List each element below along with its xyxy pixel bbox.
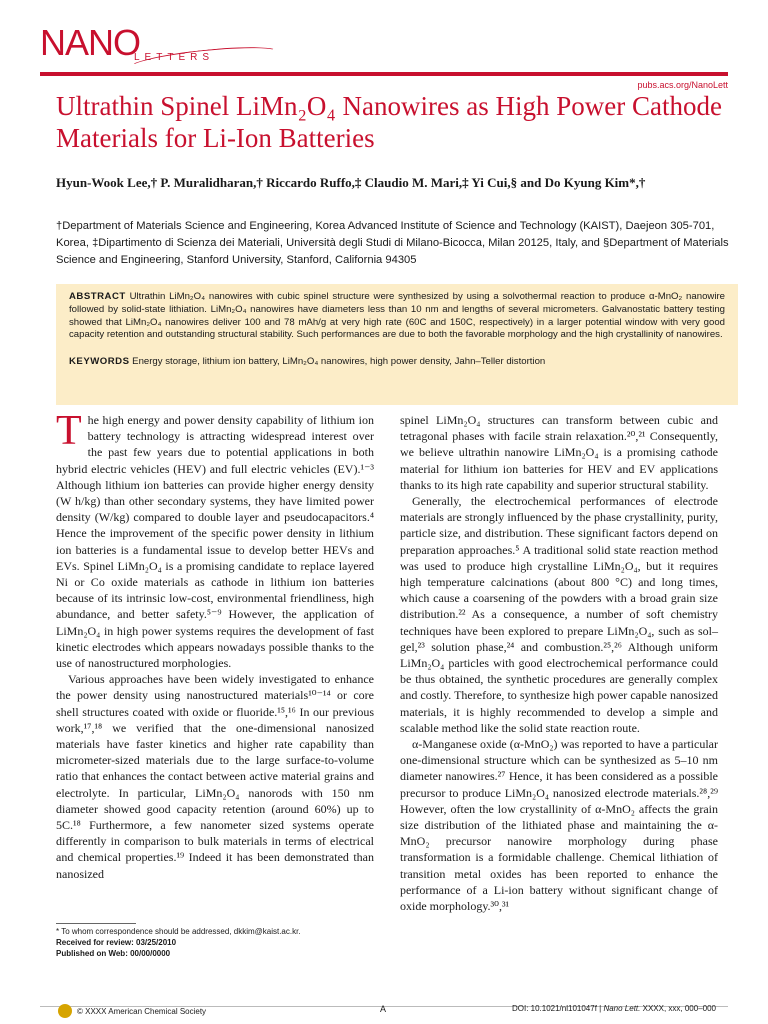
journal-url[interactable]: pubs.acs.org/NanoLett: [637, 80, 728, 90]
correspondence-note: * To whom correspondence should be addressed, dkkim@kaist.ac.kr.: [56, 927, 301, 936]
body-column-right: [400, 412, 718, 914]
affiliations: †Department of Materials Science and Engineering, Korea Advanced Institute of Science and Technology (KAIST), Daejeon 305-701, Korea, ‡Dipartimento di Scienza dei Materiali, Università degli Studi di Milano-Bicocca, Milan 20125, Italy, and §Department of Materials Science and Engineering, Stanford University, Stanford, California 94305: [56, 220, 729, 266]
keywords: [69, 356, 725, 369]
abstract-text: Ultrathin LiMn₂O₄ nanowires with cubic spinel structure were synthesized by using a solvothermal reaction to produce α-MnO₂ nanowire followed by solid-state lithiation. LiMn₂O₄ nanowires have diameters less than 10 nm and lengths of several micrometers. Galvanostatic battery testing showed that LiMn₂O₄ nanowires deliver 100 and 78 mAh/g at very high rate (60C and 150C, respectively) in a larger potential window with very good capacity retention and outstanding structural stability. Such performances are due to both the favorable morphology and the high crystallinity of nanowires.: [69, 291, 725, 341]
body-paragraph: α-Manganese oxide (α-MnO₂) was reported to have a particular one-dimensional structure which can be synthesized as 5–10 nm diameter nanowires.²⁷ Hence, it has been considered as a possible precursor to produce LiMn₂O₄ nanosized electrode materials.²⁸,²⁹ However, often the low crystallinity of α-MnO₂ affects the grain size distribution of the lithiated phase and maintaining the α-MnO₂ precursor nanowire morphology during phase transformation is a formidable challenge. Chemical lithiation of transition metal oxides has been reported to enhance the performance of a Li-ion battery without significant change of oxide morphology.³⁰,³¹: [400, 737, 718, 914]
publisher-copyright: [58, 1004, 206, 1018]
published-date: Published on Web: 00/00/0000: [56, 949, 171, 958]
citation-journal: Nano Lett.: [603, 1004, 641, 1013]
article-title: Ultrathin Spinel LiMn₂O₄ Nanowires as High Power Cathode Materials for Li-Ion Batteries: [56, 91, 722, 153]
paragraph-text: he high energy and power density capability of lithium ion battery technology is attracting widespread interest over the past few years due to potential applications in both hybrid electric vehicles (HEV) and full electric vehicles (EV).¹⁻³ Although lithium ion batteries can provide higher energy density (W h/kg) than other secondary systems, they have limited power density (W/kg) compared to double layer and pseudocapacitors.⁴ Hence the improvement of the specific power density in lithium ion batteries is a fundamental issue to develop better HEVs and EVs. Spinel LiMn₂O₄ is a promising candidate to replace layered Ni or Co oxide materials as cathode in lithium ion batteries because of its intrinsic low-cost, environmental friendliness, high abundance, and better safety.⁵⁻⁹ However, the application of LiMn₂O₄ in high power systems requires the development of fast kinetic electrodes which appears nowadays possible thanks to the use of nanostructured morphologies.: [56, 413, 374, 671]
abstract: [69, 291, 725, 342]
journal-logo-main: NANO: [40, 22, 141, 63]
footnote-divider: [56, 923, 136, 924]
author-list: Hyun-Wook Lee,† P. Muralidharan,† Riccardo Ruffo,‡ Claudio M. Mari,‡ Yi Cui,§ and Do Kyung Kim*,†: [56, 175, 646, 190]
abstract-box: [56, 284, 738, 405]
body-paragraph: spinel LiMn₂O₄ structures can transform between cubic and tetragonal phases with facile strain relaxation.²⁰,²¹ Consequently, we believe ultrathin nanowire LiMn₂O₄ is a promising cathode material for lithium ion batteries for HEV and EV applications thanks to its high rate capability and superior structural stability.: [400, 413, 718, 492]
doi-text[interactable]: DOI: 10.1021/nl101047f: [511, 1004, 597, 1013]
abstract-label: ABSTRACT: [69, 291, 126, 302]
header-rule: [40, 72, 728, 76]
page-number: A: [380, 1004, 387, 1014]
journal-logo: [40, 22, 300, 66]
body-column-left: [56, 408, 374, 882]
received-date: Received for review: 03/25/2010: [56, 938, 177, 947]
drop-cap: T: [56, 408, 82, 454]
keywords-label: KEYWORDS: [69, 356, 130, 368]
citation-details: XXXX, xxx, 000–000: [642, 1004, 716, 1013]
body-paragraph: Various approaches have been widely investigated to enhance the power density using nanostructured materials¹⁰⁻¹⁴ or core shell structures coated with oxide or fluoride.¹⁵,¹⁶ In our previous work,¹⁷,¹⁸ we verified that the one-dimensional nanosized materials have faster kinetics and higher rate capability than micrometer-sized materials due to the large surface-to-volume ratio that enhances the contact between active material grains and electrolyte. In particular, LiMn₂O₄ nanorods with 150 nm diameter showed good capacity retention (around 60%) up to 5C.¹⁸ Furthermore, a few nanometer sized systems operate differently in comparison to bulk materials in terms of electrical and chemical properties.¹⁹ Indeed it has been demonstrated than nanosized: [56, 672, 374, 881]
journal-logo-sub: LETTERS: [134, 52, 215, 63]
keywords-text: Energy storage, lithium ion battery, LiMn₂O₄ nanowires, high power density, Jahn–Teller distortion: [132, 356, 546, 368]
doi-citation: DOI: 10.1021/nl101047f | Nano Lett. XXXX, xxx, 000–000: [511, 1004, 716, 1013]
acs-logo-icon: [58, 1004, 72, 1018]
body-paragraph: [56, 408, 374, 671]
body-paragraph: Generally, the electrochemical performances of electrode materials are strongly influenced by the phase crystallinity, purity, particle size, and distribution. These significant factors depend on preparation approaches.⁵ A traditional solid state reaction method was used to produce high crystalline LiMn₂O₄, but it requires high temperature calcinations (about 800 °C) and long times, which cause a coarsening of the powders with a broad grain size distribution.²² As a consequence, a number of soft chemistry techniques have been explored to prepare LiMn₂O₄, such as sol–gel,²³ solution phase,²⁴ and combustion.²⁵,²⁶ Although uniform LiMn₂O₄ particles with good electrochemical performance could be thus obtained, the synthetic procedures are generally complex and costly. Therefore, to synthesize high power capable nanosized materials, it is highly recommended to develop a simple and scalable method like the solid state reaction route.: [400, 494, 718, 735]
footnotes: [56, 926, 374, 959]
copyright-text: © XXXX American Chemical Society: [77, 1006, 207, 1016]
